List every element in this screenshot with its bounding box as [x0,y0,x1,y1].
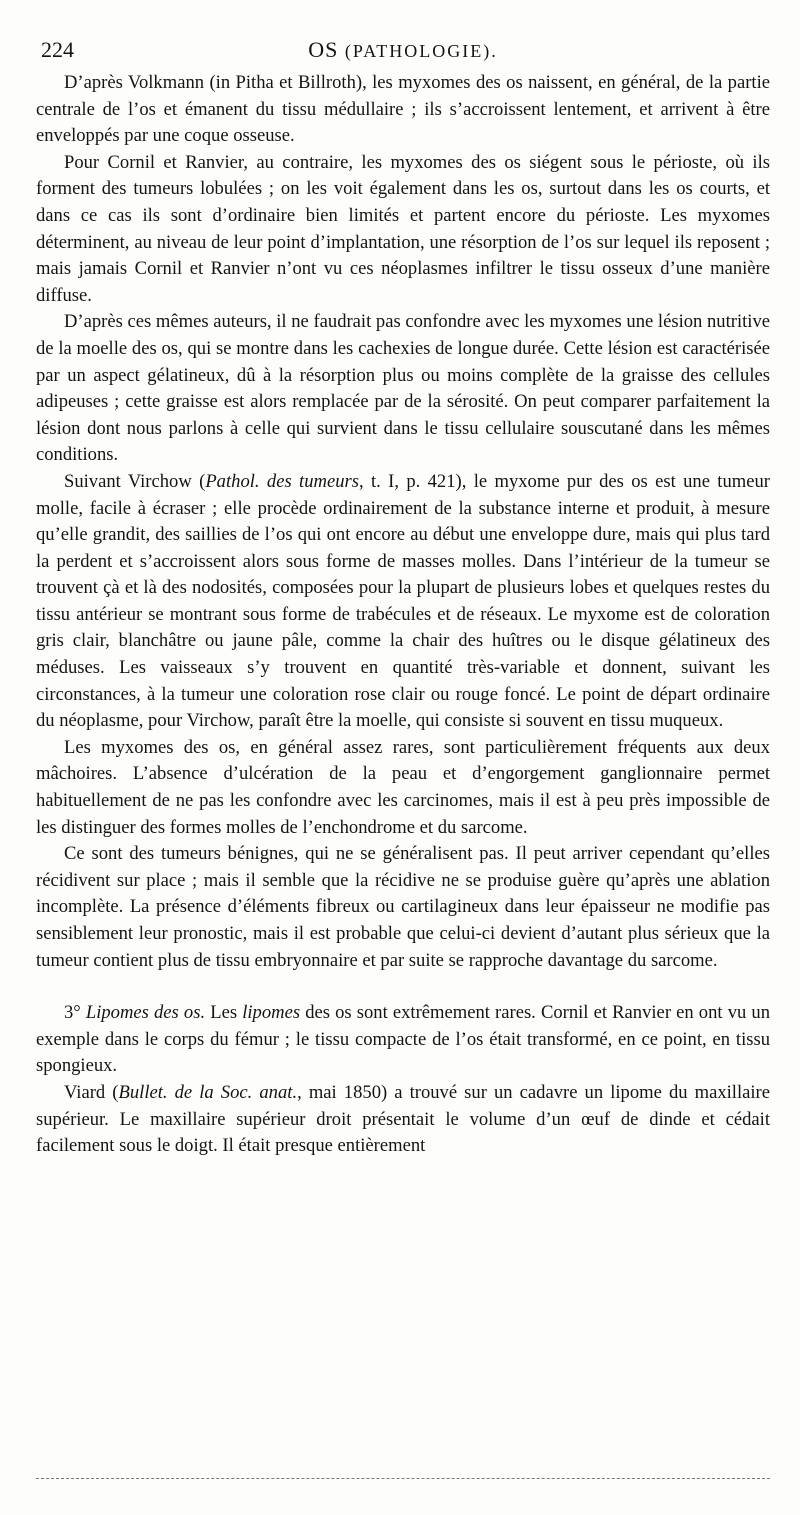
paragraph-text: D’après Volkmann (in Pitha et Billroth), les myxomes des os naissent, en général, de la partie centrale de l’os et émanent du tissu médullaire ; ils s’accroissent lentement, et arrivent à être enveloppés par une coque osseuse. [36,72,770,147]
paragraph-6 [36,841,770,974]
paragraph-text-before: Suivant Virchow ( [64,470,206,492]
running-title [36,30,770,71]
paragraph-8 [36,1080,770,1160]
running-title-sub: (PATHOLOGIE). [344,41,498,61]
section-number: 3° [64,1002,86,1024]
paragraph-text-after: Les [205,1002,243,1024]
paragraph-text-after: , mai 1850) a trouvé sur un cadavre un lipome du maxillaire supérieur. Le maxillaire supérieur droit présentait le volume d’un œuf de dinde et cédait facilement sous le doigt. Il était presque entièrement [36,1081,770,1157]
paragraph-text: D’après ces mêmes auteurs, il ne faudrait pas confondre avec les myxomes une lésion nutritive de la moelle des os, qui se montre dans les cachexies de longue durée. Cette lésion est caractérisée par un aspect gélatineux, dû à la résorption plus ou moins complète de la graisse des cellules adipeuses ; cette graisse est alors remplacée par de la sérosité. On peut comparer parfaitement la lésion dont nous parlons à celle qui survient dans le tissu cellulaire souscutané dans les mêmes conditions. [36,311,770,466]
paragraph-1 [36,70,770,150]
paragraph-3 [36,309,770,469]
citation-title: Pathol. des tumeurs [205,470,359,492]
paragraph-5 [36,735,770,841]
emphasis-term: lipomes [242,1002,301,1024]
footer-rule [36,1478,770,1479]
body-text [36,70,770,1160]
paragraph-text: Pour Cornil et Ranvier, au contraire, les myxomes des os siégent sous le périoste, où ils forment des tumeurs lobulées ; on les voit également dans les os, surtout dans les os courts, et dans ce cas ils sont d’ordinaire bien limités et partent encore du périoste. Les myxomes déterminent, au niveau de leur point d’implantation, une résorption de l’os sur lequel ils reposent ; mais jamais Cornil et Ranvier n’ont vu ces néoplasmes infiltrer le tissu osseux d’une manière diffuse. [36,151,770,306]
paragraph-text: Ce sont des tumeurs bénignes, qui ne se généralisent pas. Il peut arriver cependant qu’elles récidivent sur place ; mais il semble que la récidive ne se produise guère qu’après une ablation incomplète. La présence d’éléments fibreux ou cartilagineux dans leur épaisseur ne modifie pas sensiblement leur pronostic, mais il est probable que celui-ci devient d’autant plus sérieux que la tumeur contient plus de tissu embryonnaire et par suite se rapproche davantage du sarcome. [36,843,770,971]
paragraph-text: Les myxomes des os, en général assez rares, sont particulièrement fréquents aux deux mâchoires. L’absence d’ulcération de la peau et d’engorgement ganglionnaire permet habituellement de ne pas les confondre avec les carcinomes, mais il est à peu près impossible de les distinguer des formes molles de l’enchondrome et du sarcome. [36,736,770,838]
paragraph-text-after: , t. I, p. 421), le myxome pur des os est une tumeur molle, facile à écraser ; elle procède ordinairement de la substance interne et produit, à mesure qu’elle grandit, des saillies de l’os qui ont encore au début une enveloppe dure, mais qui plus tard la perdent et s’accroissent alors sous forme de masses molles. Dans l’intérieur de la tumeur se trouvent çà et là des nodosités, composées pour la plupart de plusieurs lobes et quelques restes du tissu antérieur se montrant sous forme de trabécules et de réseaux. Le myxome est de coloration gris clair, blanchâtre ou jaune pâle, comme la chair des huîtres ou le disque gélatineux des méduses. Les vaisseaux s’y trouvent en quantité très-variable et donnent, suivant les circonstances, à la tumeur une coloration rose clair ou rouge foncé. Le point de départ ordinaire du néoplasme, pour Virchow, paraît être la moelle, qui consiste si souvent en tissu muqueux. [36,470,770,732]
paragraph-text-before: Viard ( [64,1081,119,1103]
section-lipomes [36,1000,770,1080]
paragraph-text-after-2: des os sont extrêmement rares. Cornil et Ranvier en ont vu un exemple dans le corps du fémur ; le tissu compacte de l’os était transformé, en ce point, en tissu spongieux. [36,1002,771,1077]
page-header [36,30,770,70]
citation-title: Bullet. de la Soc. anat. [118,1081,298,1103]
paragraph-4 [36,469,770,735]
section-heading: Lipomes des os. [85,1002,206,1024]
paragraph-2 [36,150,770,310]
page-number: 224 [41,37,74,62]
running-title-main: OS [308,37,339,62]
